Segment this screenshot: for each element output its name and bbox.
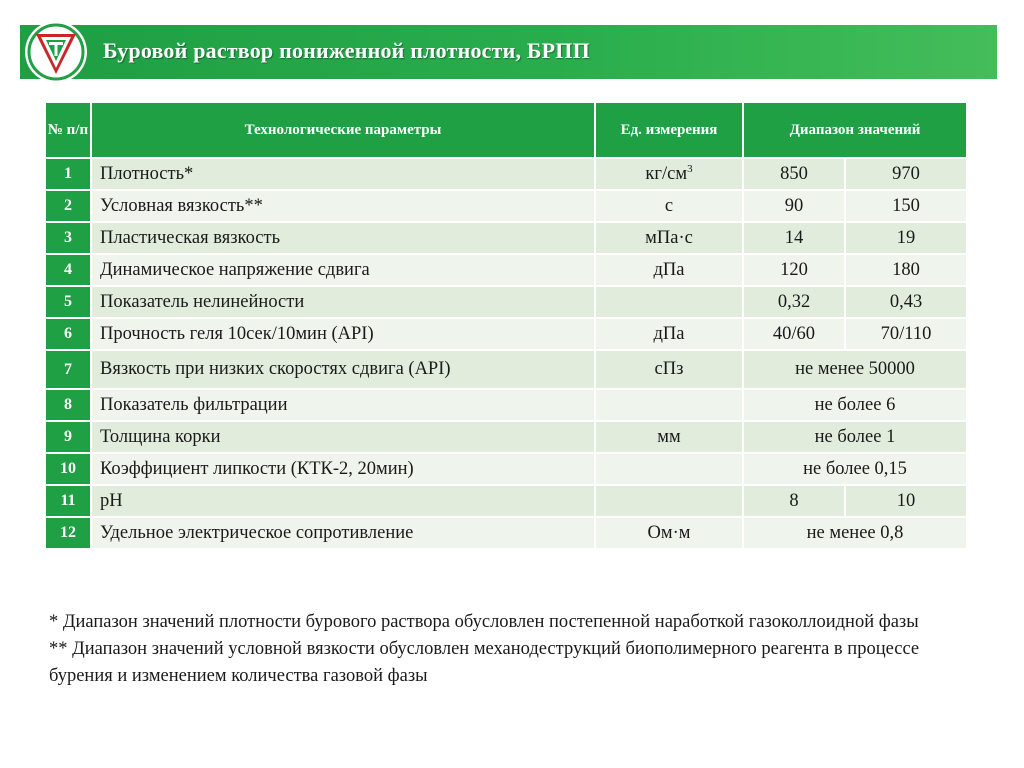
table-row [45, 517, 967, 549]
footnotes [49, 609, 979, 690]
parameter-name: Показатель нелинейности [91, 286, 595, 318]
parameter-name: pH [91, 485, 595, 517]
table-row [45, 318, 967, 350]
page-title: Буровой раствор пониженной плотности, БРПП [103, 38, 590, 63]
unit-cell [595, 158, 743, 190]
row-number: 6 [45, 318, 91, 350]
company-logo-shield-icon [24, 20, 88, 84]
footnote-viscosity: ** Диапазон значений условной вязкости обусловлен механодеструкций биополимерного реагента в процессе бурения и изменением количества газовой фазы [49, 639, 920, 686]
range-max: 19 [845, 222, 967, 254]
range-min: 14 [743, 222, 845, 254]
header-parameter: Технологические параметры [91, 102, 595, 158]
unit-cell: мПа·с [595, 222, 743, 254]
table-row [45, 421, 967, 453]
range-max: 180 [845, 254, 967, 286]
parameter-name: Пластическая вязкость [91, 222, 595, 254]
row-number: 11 [45, 485, 91, 517]
unit-cell: дПа [595, 254, 743, 286]
unit-cell [595, 286, 743, 318]
table-row [45, 485, 967, 517]
range-value: не более 0,15 [743, 453, 967, 485]
range-min: 0,32 [743, 286, 845, 318]
parameters-table [44, 101, 968, 550]
parameter-name: Вязкость при низких скоростях сдвига (API) [91, 350, 595, 389]
range-min: 8 [743, 485, 845, 517]
unit-text: кг/см [645, 163, 688, 184]
range-max: 150 [845, 190, 967, 222]
range-max: 0,43 [845, 286, 967, 318]
row-number: 10 [45, 453, 91, 485]
unit-cell: Ом·м [595, 517, 743, 549]
table-header-row [45, 102, 967, 158]
row-number: 3 [45, 222, 91, 254]
row-number: 9 [45, 421, 91, 453]
header-unit: Ед. измерения [595, 102, 743, 158]
range-max: 10 [845, 485, 967, 517]
row-number: 2 [45, 190, 91, 222]
parameter-name: Условная вязкость** [91, 190, 595, 222]
parameter-name: Удельное электрическое сопротивление [91, 517, 595, 549]
range-min: 40/60 [743, 318, 845, 350]
header-range: Диапазон значений [743, 102, 967, 158]
table-row [45, 350, 967, 389]
unit-cell: сПз [595, 350, 743, 389]
parameter-name: Динамическое напряжение сдвига [91, 254, 595, 286]
table-row [45, 389, 967, 421]
table-row [45, 190, 967, 222]
table-row [45, 286, 967, 318]
unit-cell [595, 389, 743, 421]
table-row [45, 222, 967, 254]
row-number: 1 [45, 158, 91, 190]
range-max: 70/110 [845, 318, 967, 350]
unit-cell [595, 453, 743, 485]
footnote-density: * Диапазон значений плотности бурового раствора обусловлен постепенной наработкой газоколлоидной фазы [49, 612, 919, 632]
row-number: 5 [45, 286, 91, 318]
unit-cell: дПа [595, 318, 743, 350]
table-row [45, 254, 967, 286]
parameter-name: Коэффициент липкости (КТК-2, 20мин) [91, 453, 595, 485]
range-value: не менее 50000 [743, 350, 967, 389]
unit-superscript: 3 [687, 162, 693, 175]
parameter-name: Прочность геля 10сек/10мин (API) [91, 318, 595, 350]
row-number: 8 [45, 389, 91, 421]
range-value: не менее 0,8 [743, 517, 967, 549]
row-number: 7 [45, 350, 91, 389]
parameter-name: Плотность* [91, 158, 595, 190]
table-row [45, 453, 967, 485]
range-value: не более 6 [743, 389, 967, 421]
range-value: не более 1 [743, 421, 967, 453]
range-min: 90 [743, 190, 845, 222]
range-min: 850 [743, 158, 845, 190]
parameter-name: Показатель фильтрации [91, 389, 595, 421]
header-number: № п/п [45, 102, 91, 158]
row-number: 12 [45, 517, 91, 549]
row-number: 4 [45, 254, 91, 286]
unit-cell: с [595, 190, 743, 222]
table-row [45, 158, 967, 190]
parameter-name: Толщина корки [91, 421, 595, 453]
unit-cell: мм [595, 421, 743, 453]
range-max: 970 [845, 158, 967, 190]
unit-cell [595, 485, 743, 517]
range-min: 120 [743, 254, 845, 286]
